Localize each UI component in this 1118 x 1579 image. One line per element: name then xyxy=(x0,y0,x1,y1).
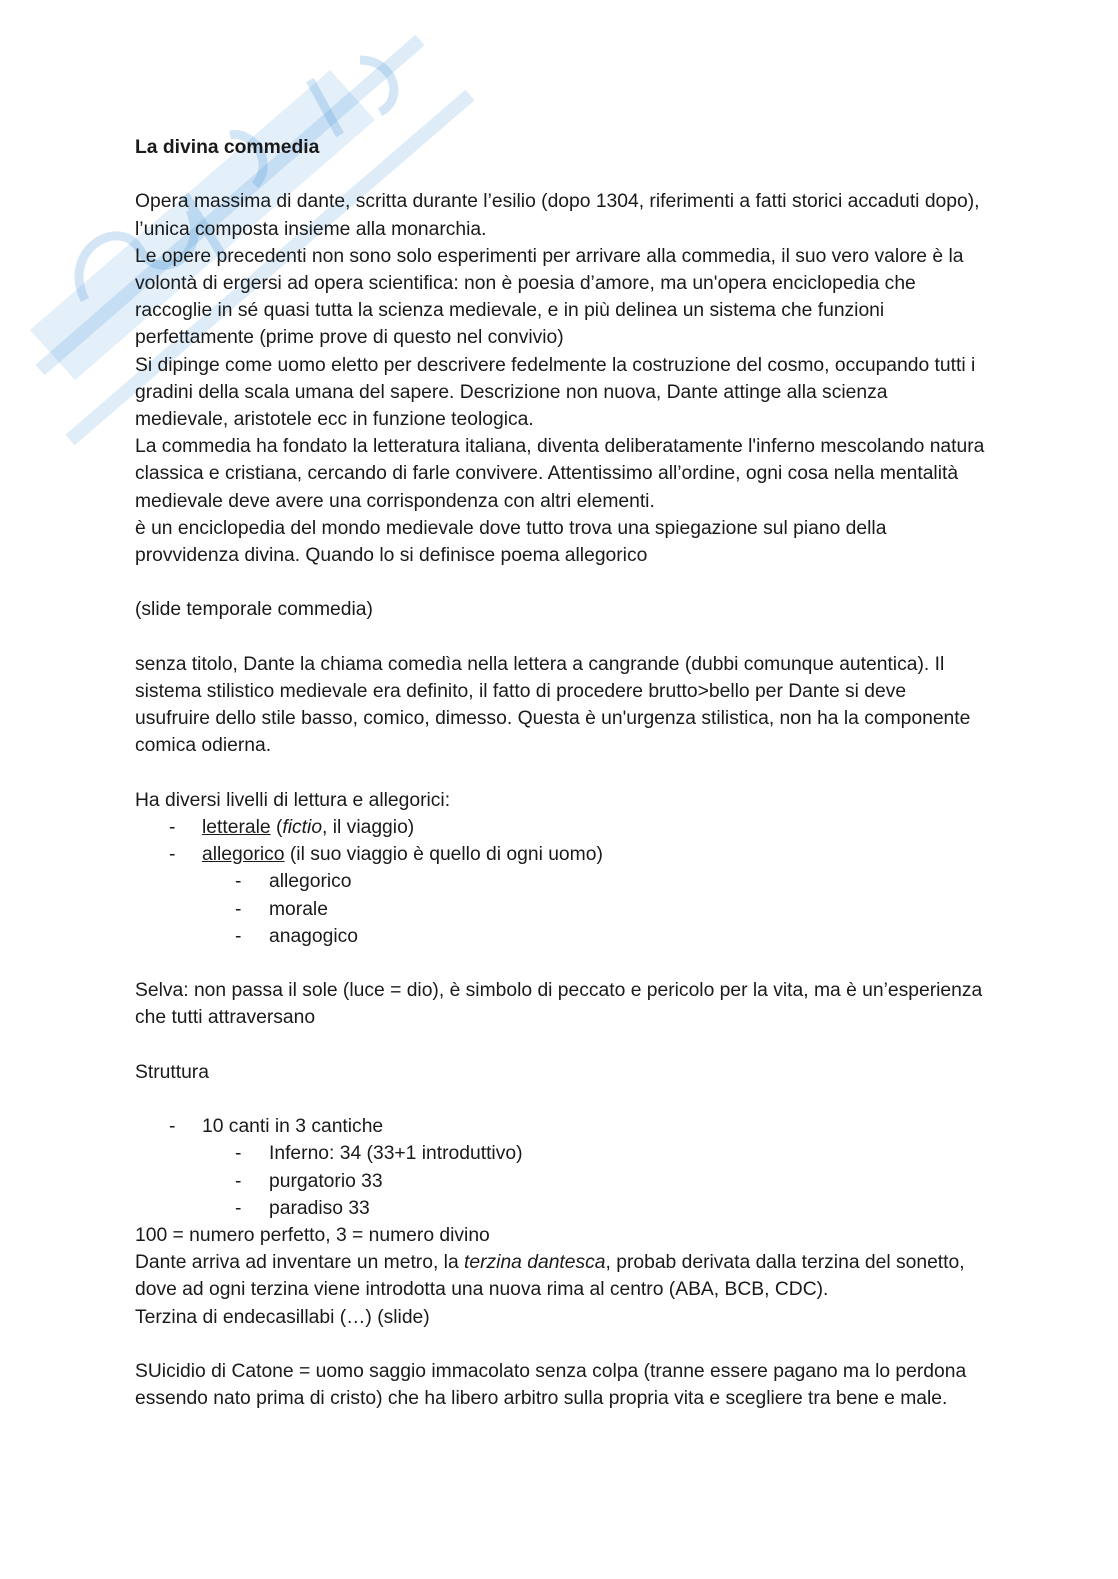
slide-note: (slide temporale commedia) xyxy=(135,599,373,621)
struttura-list xyxy=(135,1113,985,1222)
levels-heading: Ha diversi livelli di lettura e allegorici: xyxy=(135,789,451,811)
cantiche-list xyxy=(202,1140,985,1222)
endecasillabi-line: Terzina di endecasillabi (…) (slide) xyxy=(135,1306,430,1328)
term-allegorico: allegorico xyxy=(202,844,285,866)
list-item: - paradiso 33 xyxy=(202,1195,985,1222)
terzina-italic: terzina dantesca xyxy=(464,1252,606,1274)
list-item: - allegorico xyxy=(202,868,985,895)
intro-paragraph: Le opere precedenti non sono solo esperimenti per arrivare alla commedia, il suo vero valore è la volontà di ergersi ad opera scientifica: non è poesia d’amore, ma un'opera enciclopedia che raccoglie in sé quasi tutta la scienza medievale, e in più delinea un sistema che funzioni perfettamente (prime prove di questo nel convivio) xyxy=(135,245,964,349)
selva-paragraph: Selva: non passa il sole (luce = dio), è simbolo di peccato e pericolo per la vita, ma è un’esperienza che tutti attraversano xyxy=(135,980,983,1029)
list-item: - anagogico xyxy=(202,923,985,950)
struttura-heading: Struttura xyxy=(135,1061,209,1083)
list-item: - letterale (fictio, il viaggio) xyxy=(135,814,985,841)
intro-paragraph: La commedia ha fondato la letteratura italiana, diventa deliberatamente l'inferno mescolando natura classica e cristiana, cercando di farle convivere. Attentissimo all’ordine, ogni cosa nella mentalità medievale deve avere una corrispondenza con altri elementi. xyxy=(135,436,985,512)
document-page xyxy=(135,134,985,1412)
fictio-italic: fictio xyxy=(282,817,323,839)
document-title: La divina commedia xyxy=(135,137,320,158)
intro-paragraph: Si dipinge come uomo eletto per descrivere fedelmente la costruzione del cosmo, occupando tutti i gradini della scala umana del sapere. Descrizione non nuova, Dante attinge alla scienza medievale, aristotele ecc in funzione teologica. xyxy=(135,354,976,431)
list-item: - morale xyxy=(202,896,985,923)
list-item: - purgatorio 33 xyxy=(202,1168,985,1195)
intro-paragraph: Opera massima di dante, scritta durante l’esilio (dopo 1304, riferimenti a fatti storici accaduti dopo), l’unica composta insieme alla monarchia. xyxy=(135,191,980,240)
levels-list xyxy=(135,814,985,950)
catone-paragraph: SUicidio di Catone = uomo saggio immacolato senza colpa (tranne essere pagano ma lo perdona essendo nato prima di cristo) che ha libero arbitro sulla propria vita e scegliere tra bene e male. xyxy=(135,1361,967,1410)
term-letterale: letterale xyxy=(202,817,271,839)
list-item: - allegorico (il suo viaggio è quello di ogni uomo) - allegorico - morale - anagogico xyxy=(135,841,985,950)
title-paragraph: senza titolo, Dante la chiama comedìa nella lettera a cangrande (dubbi comunque autentica). Il sistema stilistico medievale era definito, il fatto di procedere brutto>bello per Dante si deve usufruire dello stile basso, comico, dimesso. Questa è un'urgenza stilistica, non ha la componente comica odierna. xyxy=(135,653,971,757)
list-item: - Inferno: 34 (33+1 introduttivo) xyxy=(202,1140,985,1167)
list-item: - 10 canti in 3 cantiche - Inferno: 34 (33+1 introduttivo) - purgatorio 33 - paradiso 33 xyxy=(135,1113,985,1222)
metre-paragraph: Dante arriva ad inventare un metro, la terzina dantesca, probab derivata dalla terzina del sonetto, dove ad ogni terzina viene introdotta una nuova rima al centro (ABA, BCB, CDC). xyxy=(135,1252,965,1301)
intro-paragraph: è un enciclopedia del mondo medievale dove tutto trova una spiegazione sul piano della provvidenza divina. Quando lo si definisce poema allegorico xyxy=(135,517,887,567)
numbers-line: 100 = numero perfetto, 3 = numero divino xyxy=(135,1225,490,1247)
sublevels-list xyxy=(202,868,985,950)
